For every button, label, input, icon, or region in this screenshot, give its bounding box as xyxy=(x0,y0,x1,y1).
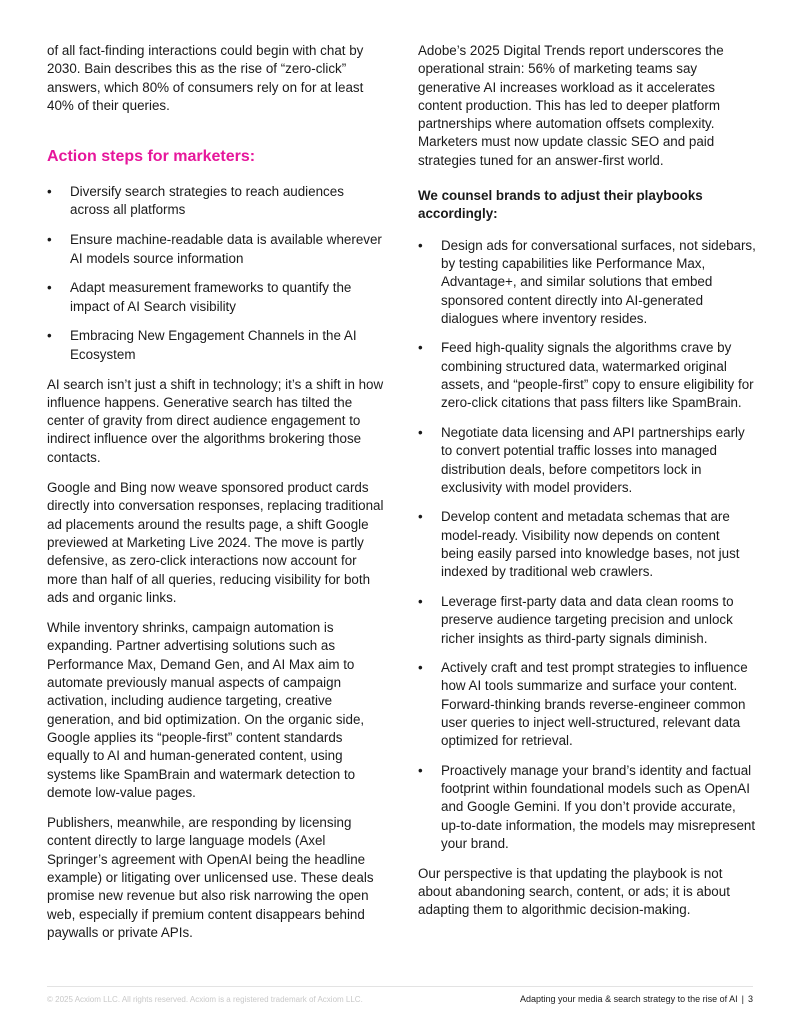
bullet-glyph: • xyxy=(47,184,52,200)
bullet-glyph: • xyxy=(47,280,52,296)
list-item xyxy=(418,762,756,853)
list-item xyxy=(418,237,756,328)
bullet-glyph: • xyxy=(418,237,423,253)
intro-paragraph: Adobe’s 2025 Digital Trends report underscores the operational strain: 56% of marketing teams say generative AI increases workload as it accelerates content production. This has led to deeper platform partnerships where automation offsets complexity. Marketers must now update classic SEO and paid strategies tuned for an answer-first world. xyxy=(418,43,724,168)
left-column xyxy=(47,42,387,942)
list-item-text: Design ads for conversational surfaces, not sidebars, by testing capabilities like Performance Max, Advantage+, and similar solutions that embed sponsored content directly into AI-generated dialogues where inventory resides. xyxy=(441,237,756,326)
footer-copyright: © 2025 Acxiom LLC. All rights reserved. Acxiom is a registered trademark of Acxiom LLC. xyxy=(47,995,363,1004)
footer-title: Adapting your media & search strategy to the rise of AI xyxy=(520,994,738,1004)
playbook-list xyxy=(418,237,756,854)
list-item-text: Proactively manage your brand’s identity and factual footprint within foundational models such as OpenAI and Google Gemini. If you don’t provide accurate, up-to-date information, the models may misrepresent your brand. xyxy=(441,762,756,852)
action-steps-heading: Action steps for marketers: xyxy=(47,148,256,166)
action-steps-list xyxy=(47,183,387,364)
list-item-text: Develop content and metadata schemas that are model-ready. Visibility now depends on content being easily parsed into knowledge bases, not just indexed by traditional web crawlers. xyxy=(441,509,740,580)
body-paragraph: Google and Bing now weave sponsored product cards directly into conversation responses, replacing traditional ad placements around the results page, a shift Google previewed at Marketing Live 2024. The move is partly defensive, as zero-click interactions now account for more than half of all queries, reducing visibility for both ads and organic links. xyxy=(47,480,384,605)
bullet-glyph: • xyxy=(418,340,423,356)
closing-paragraph: Our perspective is that updating the playbook is not about abandoning search, content, or ads; it is about adapting them to algorithmic decision-making. xyxy=(418,865,730,918)
list-item-text: Diversify search strategies to reach audiences across all platforms xyxy=(70,184,344,218)
list-item xyxy=(418,424,756,497)
bullet-glyph: • xyxy=(418,424,423,440)
bullet-glyph: • xyxy=(418,509,423,525)
body-paragraph: AI search isn’t just a shift in technology; it’s a shift in how influence happens. Generative search has tilted the center of gravity from direct audience engagement to indirect influence over the algorithms brokering those contacts. xyxy=(47,376,384,465)
counsel-heading: We counsel brands to adjust their playbooks accordingly: xyxy=(418,188,703,222)
bullet-glyph: • xyxy=(47,232,52,248)
footer-separator: | xyxy=(741,994,744,1004)
list-item xyxy=(47,231,387,268)
bullet-glyph: • xyxy=(418,660,423,676)
list-item xyxy=(418,593,756,648)
list-item xyxy=(418,659,756,750)
body-paragraph: While inventory shrinks, campaign automation is expanding. Partner advertising solutions such as Performance Max, Demand Gen, and AI Max aim to automate previously manual aspects of campaign activation, including audience targeting, creative generation, and bid optimization. On the organic side, Google applies its “people-first” content standards equally to AI and human-generated content, using systems like SpamBrain and watermark detection to demote low-value pages. xyxy=(47,620,365,800)
list-item xyxy=(418,508,756,581)
list-item-text: Feed high-quality signals the algorithms crave by combining structured data, watermarked original assets, and “people-first” copy to ensure eligibility for zero-click citations that pass filters like SpamBrain. xyxy=(441,340,754,411)
bullet-glyph: • xyxy=(47,328,52,344)
footer-divider xyxy=(47,986,753,987)
list-item xyxy=(47,183,387,220)
list-item-text: Negotiate data licensing and API partnerships early to convert potential traffic losses into managed distribution deals, before competitors lock in exclusivity with model providers. xyxy=(441,424,745,495)
list-item-text: Actively craft and test prompt strategies to influence how AI tools summarize and surface your content. Forward-thinking brands reverse-engineer common user queries to inject well-structured, relevant data optimized for retrieval. xyxy=(441,660,748,749)
intro-paragraph: of all fact-finding interactions could begin with chat by 2030. Bain describes this as the rise of “zero-click” answers, which 80% of consumers rely on for at least 40% of their queries. xyxy=(47,43,364,113)
list-item-text: Adapt measurement frameworks to quantify the impact of AI Search visibility xyxy=(70,280,352,314)
bullet-glyph: • xyxy=(418,593,423,609)
list-item-text: Leverage first-party data and data clean rooms to preserve audience targeting precision and unlock richer insights as third-party signals diminish. xyxy=(441,593,734,646)
body-paragraph: Publishers, meanwhile, are responding by licensing content directly to large language models (Axel Springer’s agreement with OpenAI being the headline example) or litigating over unlicensed use. These deals promise new revenue but also risk narrowing the open web, especially if premium content disappears behind paywalls or private APIs. xyxy=(47,815,374,940)
right-column xyxy=(418,42,756,920)
list-item xyxy=(47,279,387,316)
list-item-text: Embracing New Engagement Channels in the AI Ecosystem xyxy=(70,328,357,362)
page-number: 3 xyxy=(747,994,753,1004)
list-item xyxy=(47,327,387,364)
bullet-glyph: • xyxy=(418,762,423,778)
footer-page-info xyxy=(520,994,753,1004)
list-item-text: Ensure machine-readable data is available wherever AI models source information xyxy=(70,232,382,266)
list-item xyxy=(418,339,756,412)
